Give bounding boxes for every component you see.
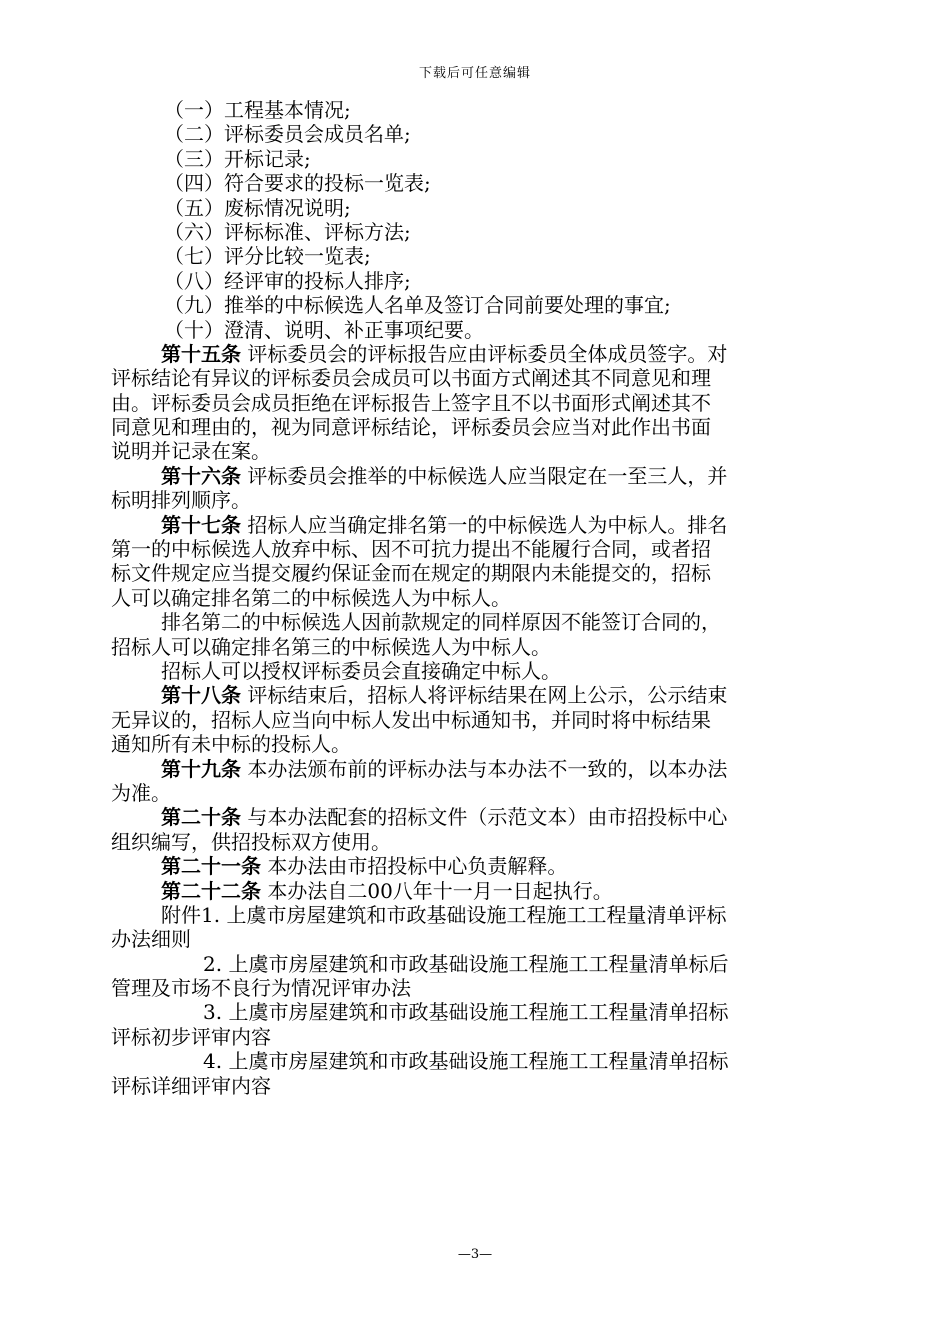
article-title: 第二十条 — [161, 805, 241, 830]
article-text: 评标委员会的评标报告应由评标委员全体成员签字。对 — [241, 341, 728, 366]
page-header: 下载后可任意编辑 — [418, 66, 531, 81]
article-15 — [111, 342, 846, 366]
article-15-line: 评标结论有异议的评标委员会成员可以书面方式阐述其不同意见和理 — [111, 366, 711, 391]
article-15-line: 由。评标委员会成员拒绝在评标报告上签字且不以书面形式阐述其不 — [111, 390, 711, 415]
list-item: （七）评分比较一览表; — [164, 244, 371, 269]
attachment-2-line: 管理及市场不良行为情况评审办法 — [111, 976, 411, 1001]
article-title: 第十九条 — [161, 756, 241, 781]
attachment-4-line: 评标详细评审内容 — [111, 1073, 271, 1098]
list-item: （二）评标委员会成员名单; — [164, 122, 411, 147]
article-18-line: 无异议的，招标人应当向中标人发出中标通知书，并同时将中标结果 — [111, 707, 711, 732]
list-item: （五）废标情况说明; — [164, 195, 351, 220]
article-17-line: 人可以确定排名第二的中标候选人为中标人。 — [111, 585, 511, 610]
article-text: 与本办法配套的招标文件（示范文本）由市招投标中心 — [241, 805, 728, 830]
article-17-line: 标文件规定应当提交履约保证金而在规定的期限内未能提交的，招标 — [111, 561, 711, 586]
attachment-2: 2. 上虞市房屋建筑和市政基础设施工程施工工程量清单标后 — [203, 951, 729, 976]
list-item: （三）开标记录; — [164, 146, 311, 171]
list-item: （八）经评审的投标人排序; — [164, 268, 411, 293]
attachment-3: 3. 上虞市房屋建筑和市政基础设施工程施工工程量清单招标 — [203, 1000, 729, 1025]
article-15-line: 说明并记录在案。 — [111, 439, 271, 464]
article-22 — [111, 879, 846, 903]
list-item: （九）推举的中标候选人名单及签订合同前要处理的事宜; — [164, 293, 671, 318]
attachment-4: 4. 上虞市房屋建筑和市政基础设施工程施工工程量清单招标 — [203, 1049, 729, 1074]
attachment-3-line: 评标初步评审内容 — [111, 1024, 271, 1049]
article-17-para2-line: 招标人可以确定排名第三的中标候选人为中标人。 — [111, 634, 551, 659]
article-title: 第十八条 — [161, 683, 241, 708]
list-item: （四）符合要求的投标一览表; — [164, 171, 431, 196]
article-title: 第二十一条 — [161, 854, 261, 879]
article-17-para3: 招标人可以授权评标委员会直接确定中标人。 — [161, 658, 561, 683]
article-title: 第十五条 — [161, 341, 241, 366]
attachment-1: 附件1. 上虞市房屋建筑和市政基础设施工程施工工程量清单评标 — [161, 902, 727, 927]
article-19-line: 为准。 — [111, 780, 171, 805]
article-text: 招标人应当确定排名第一的中标候选人为中标人。排名 — [241, 512, 728, 537]
article-19 — [111, 757, 846, 781]
article-text: 本办法由市招投标中心负责解释。 — [261, 854, 568, 879]
document-body — [111, 98, 846, 1098]
article-title: 第十六条 — [161, 463, 241, 488]
article-title: 第二十二条 — [161, 878, 261, 903]
article-text: 本办法自二00八年十一月一日起执行。 — [261, 878, 613, 903]
article-21 — [111, 854, 846, 878]
list-item: （十）澄清、说明、补正事项纪要。 — [164, 317, 484, 342]
article-title: 第十七条 — [161, 512, 241, 537]
attachment-1-line: 办法细则 — [111, 927, 191, 952]
article-18-line: 通知所有未中标的投标人。 — [111, 732, 351, 757]
article-20-line: 组织编写，供招投标双方使用。 — [111, 829, 391, 854]
article-text: 本办法颁布前的评标办法与本办法不一致的，以本办法 — [241, 756, 728, 781]
article-15-line: 同意见和理由的，视为同意评标结论，评标委员会应当对此作出书面 — [111, 415, 711, 440]
article-18 — [111, 683, 846, 707]
list-item: （一）工程基本情况; — [164, 98, 351, 122]
article-text: 评标结束后，招标人将评标结果在网上公示，公示结束 — [241, 683, 728, 708]
article-17-line: 第一的中标候选人放弃中标、因不可抗力提出不能履行合同，或者招 — [111, 537, 711, 562]
list-item: （六）评标标准、评标方法; — [164, 219, 411, 244]
article-20 — [111, 805, 846, 829]
article-text: 评标委员会推举的中标候选人应当限定在一至三人，并 — [241, 463, 728, 488]
article-17-para2: 排名第二的中标候选人因前款规定的同样原因不能签订合同的， — [161, 610, 721, 635]
article-17 — [111, 513, 846, 537]
article-16-line: 标明排列顺序。 — [111, 488, 251, 513]
article-16 — [111, 464, 846, 488]
page-number: —3— — [457, 1247, 493, 1262]
